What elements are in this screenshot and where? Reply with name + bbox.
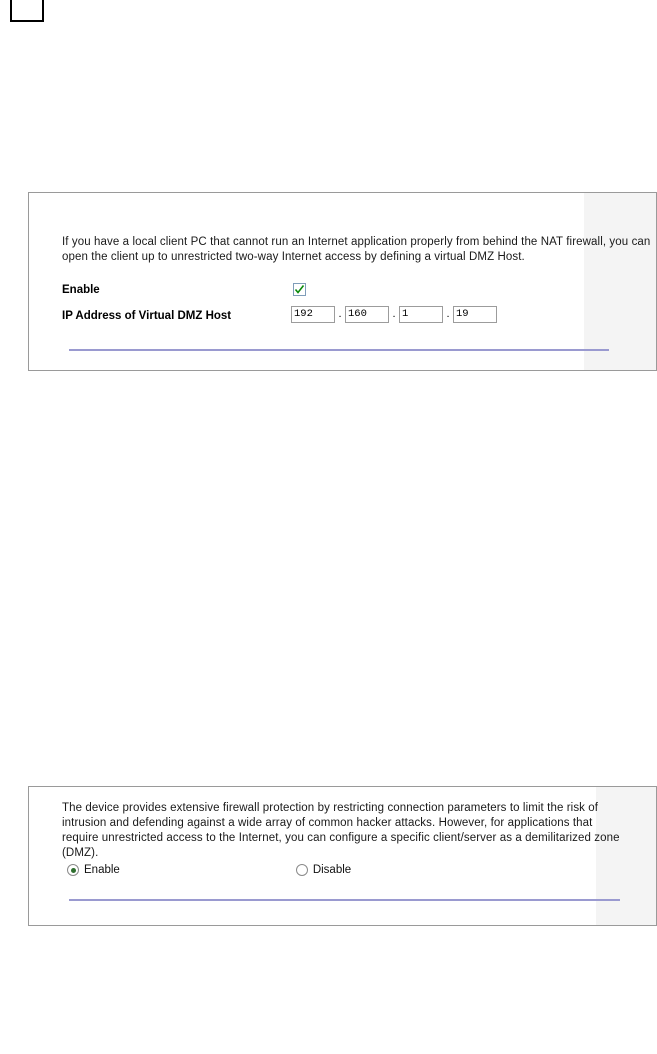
dmz-host-description: If you have a local client PC that cannot run an Internet application properly from behind the NAT firewall, you can open the client up to unrestricted two-way Internet access by defining a virtual DMZ Host. [62,236,651,263]
dmz-host-ip-group [291,306,497,323]
radio-disable-icon[interactable] [296,864,308,876]
dmz-mode-option-disable[interactable] [296,864,351,876]
dmz-host-panel [28,192,657,371]
dmz-host-enable-label: Enable [62,284,100,296]
dmz-mode-panel [28,786,657,926]
dmz-host-enable-checkbox[interactable] [293,283,306,296]
radio-enable-icon[interactable] [67,864,79,876]
dmz-mode-divider [69,899,620,901]
ip-separator-3: . [446,308,450,320]
dmz-host-ip-octet-2[interactable]: 160 [345,306,389,323]
ip-separator-1: . [338,308,342,320]
dmz-host-ip-octet-3[interactable]: 1 [399,306,443,323]
dmz-mode-option-enable[interactable] [67,864,120,876]
dmz-host-ip-octet-4[interactable]: 19 [453,306,497,323]
dmz-mode-option-disable-label: Disable [312,864,352,876]
dmz-mode-description: The device provides extensive firewall protection by restricting connection parameters to limit the risk of intrusion and defending against a wide array of common hacker attacks. However, for applications that require unrestricted access to the Internet, you can configure a specific client/server as a demilitarized zone (DMZ). [62,802,620,859]
page-corner-mark [10,0,44,22]
dmz-host-divider [69,349,609,351]
dmz-host-content-area [29,193,584,370]
dmz-mode-radio-group [67,864,351,876]
dmz-host-ip-label: IP Address of Virtual DMZ Host [62,310,232,322]
check-icon [294,284,305,295]
ip-separator-2: . [392,308,396,320]
dmz-mode-option-enable-label: Enable [84,864,120,876]
dmz-host-ip-octet-1[interactable]: 192 [291,306,335,323]
